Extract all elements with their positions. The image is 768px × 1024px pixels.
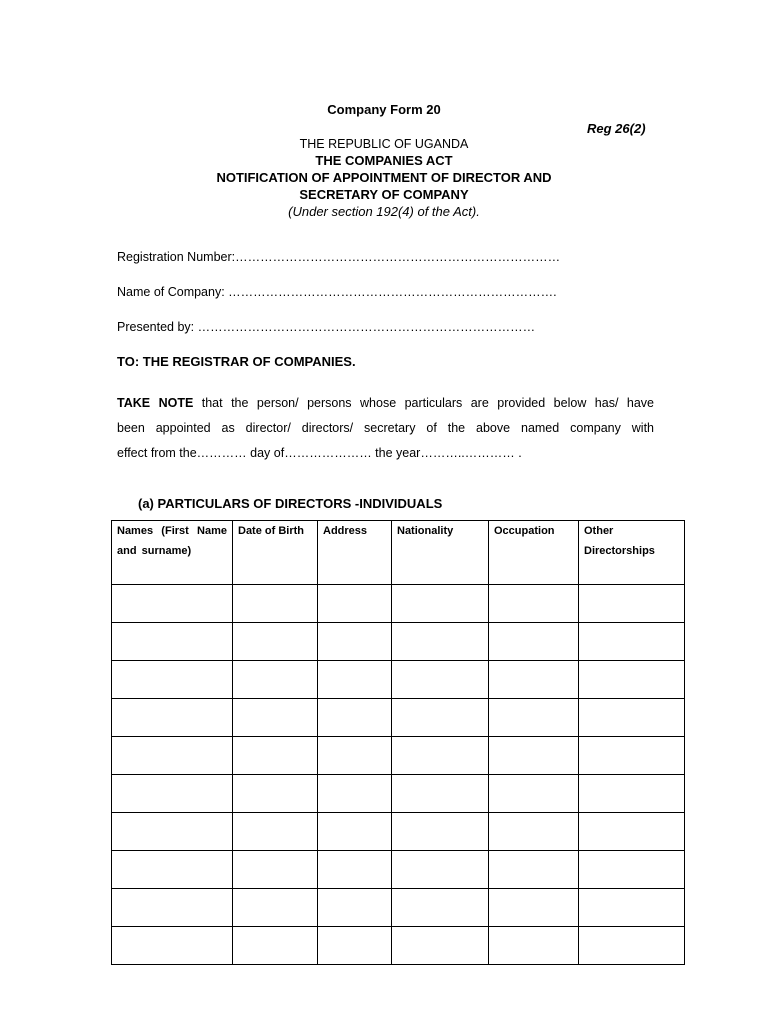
table-cell[interactable]	[233, 585, 318, 623]
column-header-other-directorships	[579, 521, 685, 585]
table-cell[interactable]	[579, 661, 685, 699]
table-row	[112, 813, 685, 851]
form-title: Company Form 20	[327, 102, 441, 117]
table-row	[112, 775, 685, 813]
table-cell[interactable]	[112, 585, 233, 623]
column-header-nationality	[392, 521, 489, 585]
table-cell[interactable]	[579, 775, 685, 813]
table-cell[interactable]	[579, 737, 685, 775]
table-cell[interactable]	[318, 927, 392, 965]
section-reference: (Under section 192(4) of the Act).	[288, 204, 480, 219]
table-cell[interactable]	[112, 927, 233, 965]
table-row	[112, 737, 685, 775]
presented-by-field[interactable]: Presented by: ………………………………………………………………………	[117, 320, 536, 334]
table-cell[interactable]	[318, 623, 392, 661]
table-cell[interactable]	[112, 851, 233, 889]
table-cell[interactable]	[392, 813, 489, 851]
table-cell[interactable]	[392, 851, 489, 889]
table-cell[interactable]	[489, 585, 579, 623]
notice-line-2: been appointed as director/ directors/ secretary of the above named company with	[117, 421, 654, 435]
table-cell[interactable]	[392, 889, 489, 927]
table-row	[112, 623, 685, 661]
column-header-other-directorships-label: Other Directorships	[584, 525, 655, 557]
directors-table	[111, 520, 685, 965]
table-cell[interactable]	[112, 661, 233, 699]
notification-heading-line1: NOTIFICATION OF APPOINTMENT OF DIRECTOR AND	[216, 170, 552, 185]
table-cell[interactable]	[579, 699, 685, 737]
notice-line-1	[117, 396, 654, 410]
table-cell[interactable]	[489, 737, 579, 775]
regulation-reference: Reg 26(2)	[587, 121, 646, 136]
column-header-occupation-label: Occupation	[494, 525, 555, 537]
table-cell[interactable]	[112, 813, 233, 851]
table-cell[interactable]	[392, 623, 489, 661]
table-cell[interactable]	[489, 927, 579, 965]
directors-section-title: (a) PARTICULARS OF DIRECTORS -INDIVIDUALS	[138, 496, 443, 511]
table-cell[interactable]	[489, 813, 579, 851]
column-header-occupation	[489, 521, 579, 585]
column-header-date-of-birth	[233, 521, 318, 585]
table-cell[interactable]	[392, 927, 489, 965]
table-header-row	[112, 521, 685, 585]
table-cell[interactable]	[233, 927, 318, 965]
column-header-address	[318, 521, 392, 585]
table-cell[interactable]	[112, 775, 233, 813]
table-cell[interactable]	[233, 775, 318, 813]
table-cell[interactable]	[318, 699, 392, 737]
company-name-field[interactable]: Name of Company: …………………………………………………………………….	[117, 285, 557, 299]
table-cell[interactable]	[233, 889, 318, 927]
table-cell[interactable]	[233, 737, 318, 775]
table-row	[112, 927, 685, 965]
table-cell[interactable]	[233, 813, 318, 851]
table-cell[interactable]	[579, 889, 685, 927]
table-cell[interactable]	[579, 851, 685, 889]
table-cell[interactable]	[318, 585, 392, 623]
table-cell[interactable]	[392, 661, 489, 699]
table-cell[interactable]	[112, 737, 233, 775]
table-cell[interactable]	[233, 623, 318, 661]
table-cell[interactable]	[392, 737, 489, 775]
table-cell[interactable]	[233, 661, 318, 699]
table-cell[interactable]	[318, 737, 392, 775]
table-cell[interactable]	[318, 813, 392, 851]
table-cell[interactable]	[233, 851, 318, 889]
column-header-address-label: Address	[323, 525, 368, 537]
table-cell[interactable]	[489, 699, 579, 737]
table-cell[interactable]	[392, 699, 489, 737]
table-cell[interactable]	[318, 775, 392, 813]
table-cell[interactable]	[392, 775, 489, 813]
table-cell[interactable]	[489, 661, 579, 699]
table-cell[interactable]	[392, 585, 489, 623]
table-cell[interactable]	[489, 889, 579, 927]
table-cell[interactable]	[318, 851, 392, 889]
table-cell[interactable]	[579, 927, 685, 965]
table-cell[interactable]	[233, 699, 318, 737]
notice-line-1-text: that the person/ persons whose particulars are provided below has/ have	[193, 396, 655, 410]
table-row	[112, 661, 685, 699]
table-row	[112, 851, 685, 889]
table-row	[112, 889, 685, 927]
column-header-names	[112, 521, 233, 585]
table-cell[interactable]	[489, 623, 579, 661]
act-heading: THE COMPANIES ACT	[315, 153, 453, 168]
notification-heading-line2: SECRETARY OF COMPANY	[299, 187, 469, 202]
column-header-nationality-label: Nationality	[397, 525, 454, 537]
table-cell[interactable]	[112, 699, 233, 737]
table-body	[112, 585, 685, 965]
column-header-date-of-birth-label: Date of Birth	[238, 525, 304, 537]
table-cell[interactable]	[489, 851, 579, 889]
table-cell[interactable]	[489, 775, 579, 813]
column-header-names-label: Names (First Name and surname)	[117, 525, 227, 557]
table-cell[interactable]	[579, 813, 685, 851]
table-row	[112, 699, 685, 737]
notice-line-3: effect from the………… day of………………… the year………..………… .	[117, 446, 522, 460]
table-cell[interactable]	[112, 623, 233, 661]
table-row	[112, 585, 685, 623]
take-note-label: TAKE NOTE	[117, 396, 194, 410]
republic-heading: THE REPUBLIC OF UGANDA	[299, 137, 469, 151]
table-cell[interactable]	[318, 889, 392, 927]
table-cell[interactable]	[579, 585, 685, 623]
registration-number-field[interactable]: Registration Number:……………………………………………………………………	[117, 250, 561, 264]
table-cell[interactable]	[579, 623, 685, 661]
table-cell[interactable]	[112, 889, 233, 927]
to-registrar-heading: TO: THE REGISTRAR OF COMPANIES.	[117, 354, 356, 369]
table-cell[interactable]	[318, 661, 392, 699]
